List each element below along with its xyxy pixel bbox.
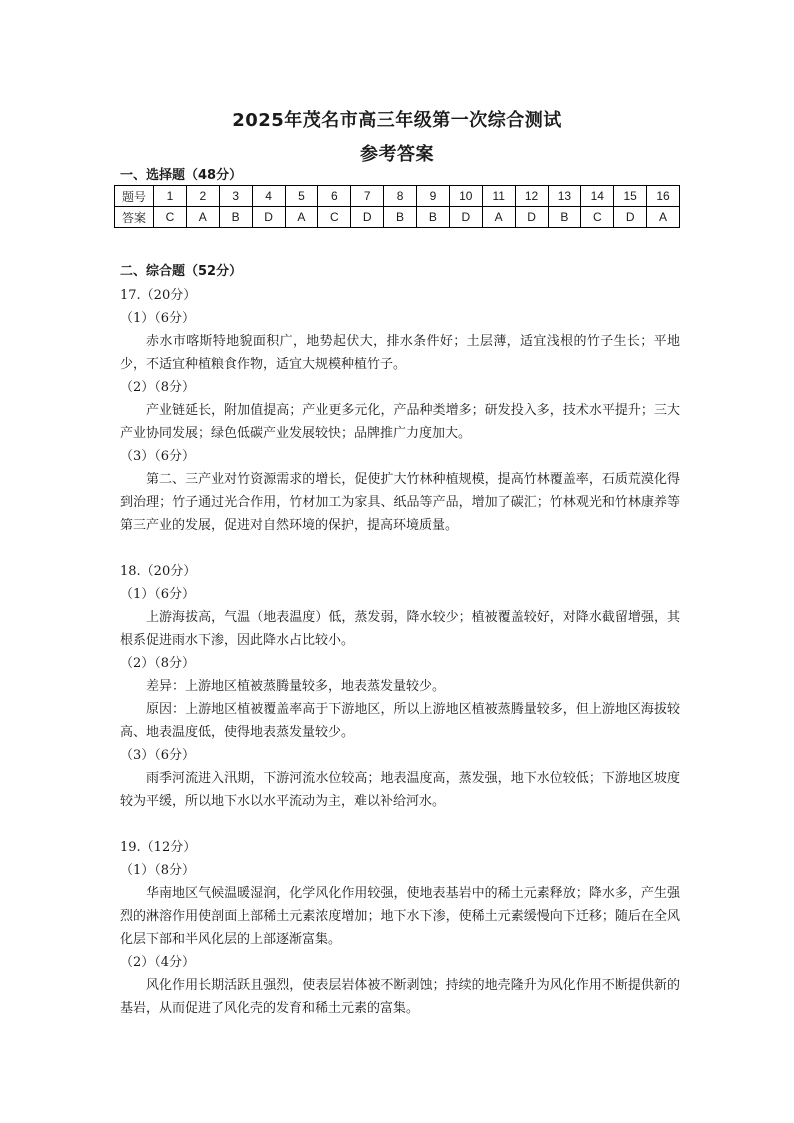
answer-cell: A <box>186 207 219 228</box>
answer-cell: B <box>548 207 581 228</box>
answer-paragraph: 原因：上游地区植被覆盖率高于下游地区，所以上游地区植被蒸腾量较多，但上游地区海拔较高、地表温度低，使得地表蒸发量较少。 <box>120 702 680 740</box>
question-label: 19.（12分） <box>120 840 197 855</box>
answer-paragraph: 赤水市喀斯特地貌面积广，地势起伏大，排水条件好；土层薄，适宜浅根的竹子生长；平地少，不适宜种植粮食作物，适宜大规模种植竹子。 <box>120 334 680 372</box>
answer-paragraph: 差异：上游地区植被蒸腾量较多，地表蒸发量较少。 <box>146 679 446 694</box>
answer-cell: D <box>252 207 285 228</box>
question-number: 13 <box>548 186 581 207</box>
answer-cell: D <box>515 207 548 228</box>
section-heading-comprehensive: 二、综合题（52分） <box>120 264 243 279</box>
page-title: 2025年茂名市高三年级第一次综合测试 <box>232 110 562 131</box>
part-label: （1）（8分） <box>120 863 196 878</box>
answer-cell: B <box>219 207 252 228</box>
answer-cell: D <box>351 207 384 228</box>
question-number-row <box>115 186 680 207</box>
comprehensive-answers <box>120 284 680 1020</box>
answer-table <box>114 185 680 228</box>
question-number: 1 <box>154 186 187 207</box>
answer-paragraph: 风化作用长期活跃且强烈，使表层岩体被不断剥蚀；持续的地壳隆升为风化作用不断提供新的基岩，从而促进了风化壳的发育和稀土元素的富集。 <box>120 978 680 1016</box>
part-label: （3）（6分） <box>120 748 196 763</box>
section-heading-choice: 一、选择题（48分） <box>120 168 243 183</box>
answer-paragraph: 第二、三产业对竹资源需求的增长，促使扩大竹林种植规模，提高竹林覆盖率，石质荒漠化得到治理；竹子通过光合作用，竹材加工为家具、纸品等产品，增加了碳汇；竹林观光和竹林康养等第三产业的发展，促进对自然环境的保护，提高环境质量。 <box>120 472 680 533</box>
question-number: 16 <box>647 186 680 207</box>
question-number: 10 <box>449 186 482 207</box>
question-number: 8 <box>384 186 417 207</box>
question-number: 2 <box>186 186 219 207</box>
answer-paragraph: 雨季河流进入汛期，下游河流水位较高；地表温度高，蒸发强，地下水位较低；下游地区坡度较为平缓，所以地下水以水平流动为主，难以补给河水。 <box>120 771 680 809</box>
question-number: 9 <box>417 186 450 207</box>
part-label: （1）（6分） <box>120 311 196 326</box>
row-label-numbers: 题号 <box>115 186 154 207</box>
question-number: 12 <box>515 186 548 207</box>
part-label: （2）（8分） <box>120 380 196 395</box>
spacer <box>120 537 680 560</box>
answer-cell: C <box>154 207 187 228</box>
question-label: 18.（20分） <box>120 564 197 579</box>
part-label: （3）（6分） <box>120 449 196 464</box>
page-subtitle: 参考答案 <box>360 144 434 165</box>
question-number: 7 <box>351 186 384 207</box>
question-number: 11 <box>482 186 515 207</box>
answer-paragraph: 华南地区气候温暖湿润，化学风化作用较强，使地表基岩中的稀土元素释放；降水多，产生强烈的淋溶作用使剖面上部稀土元素浓度增加；地下水下渗，使稀土元素缓慢向下迁移；随后在全风化层下部和半风化层的上部逐渐富集。 <box>120 886 680 947</box>
answer-cell: D <box>614 207 647 228</box>
answer-cell: C <box>318 207 351 228</box>
question-number: 6 <box>318 186 351 207</box>
answer-cell: A <box>482 207 515 228</box>
question-number: 15 <box>614 186 647 207</box>
answer-cell: B <box>417 207 450 228</box>
question-number: 14 <box>581 186 614 207</box>
answer-row <box>115 207 680 228</box>
question-number: 5 <box>285 186 318 207</box>
answer-cell: A <box>285 207 318 228</box>
answer-cell: A <box>647 207 680 228</box>
part-label: （2）（8分） <box>120 656 196 671</box>
answer-cell: C <box>581 207 614 228</box>
question-number: 4 <box>252 186 285 207</box>
answer-paragraph: 上游海拔高，气温（地表温度）低，蒸发弱，降水较少；植被覆盖较好，对降水截留增强，其根系促进雨水下渗，因此降水占比较小。 <box>120 610 680 648</box>
answer-cell: D <box>449 207 482 228</box>
row-label-answers: 答案 <box>115 207 154 228</box>
part-label: （1）（6分） <box>120 587 196 602</box>
question-label: 17.（20分） <box>120 288 197 303</box>
question-number: 3 <box>219 186 252 207</box>
part-label: （2）（4分） <box>120 955 196 970</box>
spacer <box>120 813 680 836</box>
answer-paragraph: 产业链延长，附加值提高；产业更多元化，产品种类增多；研发投入多，技术水平提升；三大产业协同发展；绿色低碳产业发展较快；品牌推广力度加大。 <box>120 403 680 441</box>
answer-cell: B <box>384 207 417 228</box>
